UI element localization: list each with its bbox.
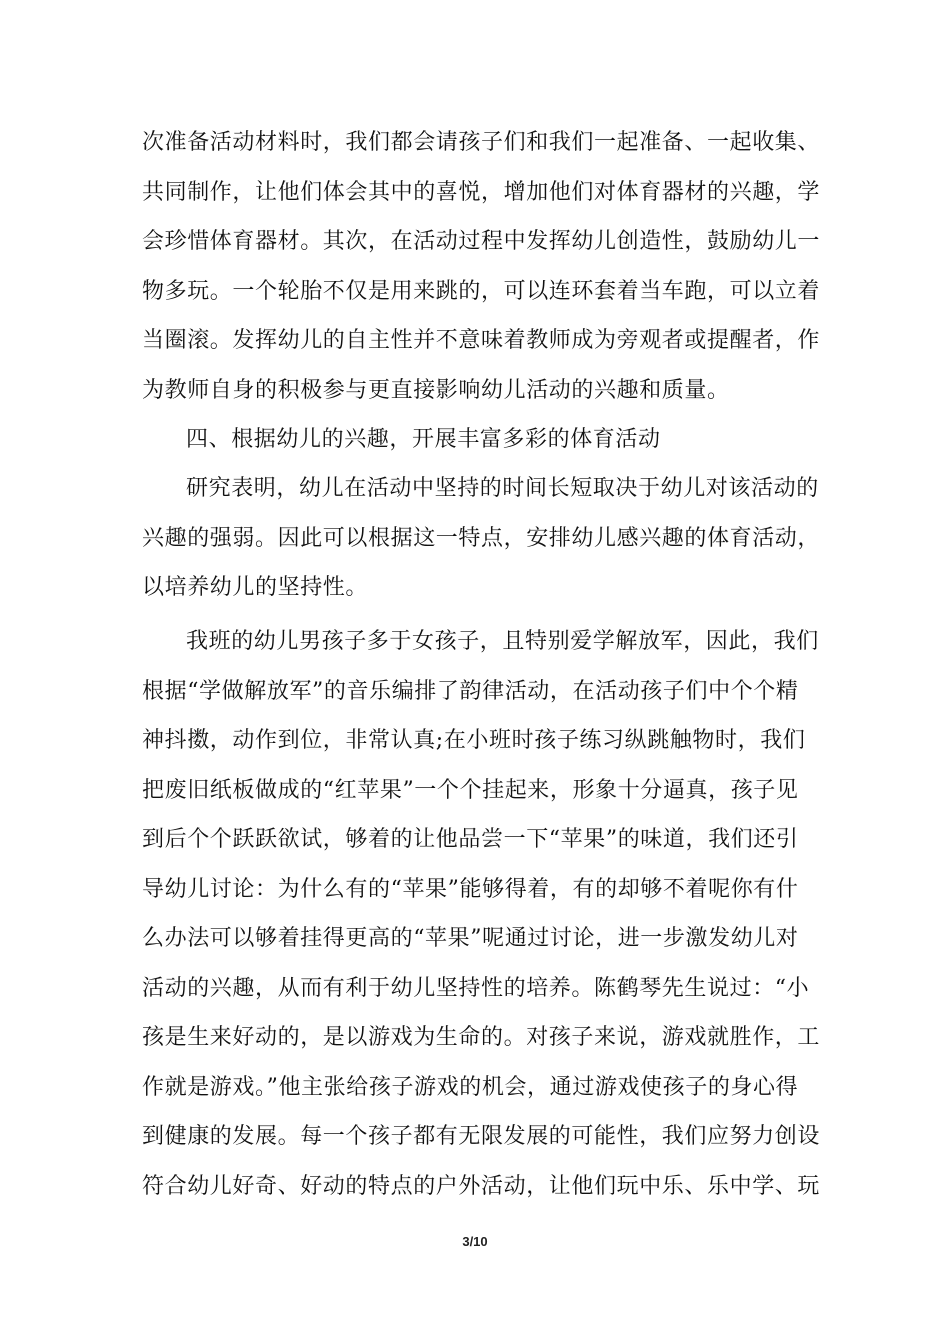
text-line: 以培养幼儿的坚持性。 xyxy=(142,575,369,600)
text-line: 我班的幼儿男孩子多于女孩子，且特别爱学解放军，因此，我们 xyxy=(186,629,819,654)
text-line: 为教师自身的积极参与更直接影响幼儿活动的兴趣和质量。 xyxy=(142,377,730,403)
text-line: 作就是游戏。”他主张给孩子游戏的机会，通过游戏使孩子的身心得 xyxy=(142,1074,799,1100)
text-line: 共同制作，让他们体会其中的喜悦，增加他们对体育器材的兴趣，学 xyxy=(142,179,821,205)
text-line: 会珍惜体育器材。其次，在活动过程中发挥幼儿创造性，鼓励幼儿一 xyxy=(142,229,821,254)
text-line: 导幼儿讨论：为什么有的“苹果”能够得着，有的却够不着呢你有什 xyxy=(142,876,799,902)
text-line: 物多玩。一个轮胎不仅是用来跳的，可以连环套着当车跑，可以立着 xyxy=(142,278,821,304)
text-line: 么办法可以够着挂得更高的“苹果”呢通过讨论，进一步激发幼儿对 xyxy=(142,926,799,951)
text-line: 符合幼儿好奇、好动的特点的户外活动，让他们玩中乐、乐中学、玩 xyxy=(142,1173,821,1199)
text-line: 把废旧纸板做成的“红苹果”一个个挂起来，形象十分逼真，孩子见 xyxy=(142,777,799,803)
section-heading: 四、根据幼儿的兴趣，开展丰富多彩的体育活动 xyxy=(186,427,661,452)
text-line: 次准备活动材料时，我们都会请孩子们和我们一起准备、一起收集、 xyxy=(142,130,821,155)
text-line: 研究表明，幼儿在活动中坚持的时间长短取决于幼儿对该活动的 xyxy=(186,476,819,501)
text-line: 神抖擞，动作到位，非常认真;在小班时孩子练习纵跳触物时，我们 xyxy=(142,728,806,753)
paragraph-continued xyxy=(142,118,832,415)
text-line: 到健康的发展。每一个孩子都有无限发展的可能性，我们应努力创设 xyxy=(142,1124,821,1149)
page-number: 3/10 xyxy=(462,1234,488,1249)
text-line: 兴趣的强弱。因此可以根据这一特点，安排幼儿感兴趣的体育活动， xyxy=(142,525,821,551)
section-heading-block xyxy=(142,415,832,465)
paragraph-class xyxy=(142,617,832,1211)
text-line: 根据“学做解放军”的音乐编排了韵律活动，在活动孩子们中个个精 xyxy=(142,678,799,704)
text-line: 到后个个跃跃欲试，够着的让他品尝一下“苹果”的味道，我们还引 xyxy=(142,827,799,852)
text-line: 活动的兴趣，从而有利于幼儿坚持性的培养。陈鹤琴先生说过：“小 xyxy=(142,975,810,1001)
text-line: 当圈滚。发挥幼儿的自主性并不意味着教师成为旁观者或提醒者，作 xyxy=(142,328,821,353)
text-line: 孩是生来好动的，是以游戏为生命的。对孩子来说，游戏就胜作，工 xyxy=(142,1025,821,1050)
paragraph-research xyxy=(142,464,832,613)
